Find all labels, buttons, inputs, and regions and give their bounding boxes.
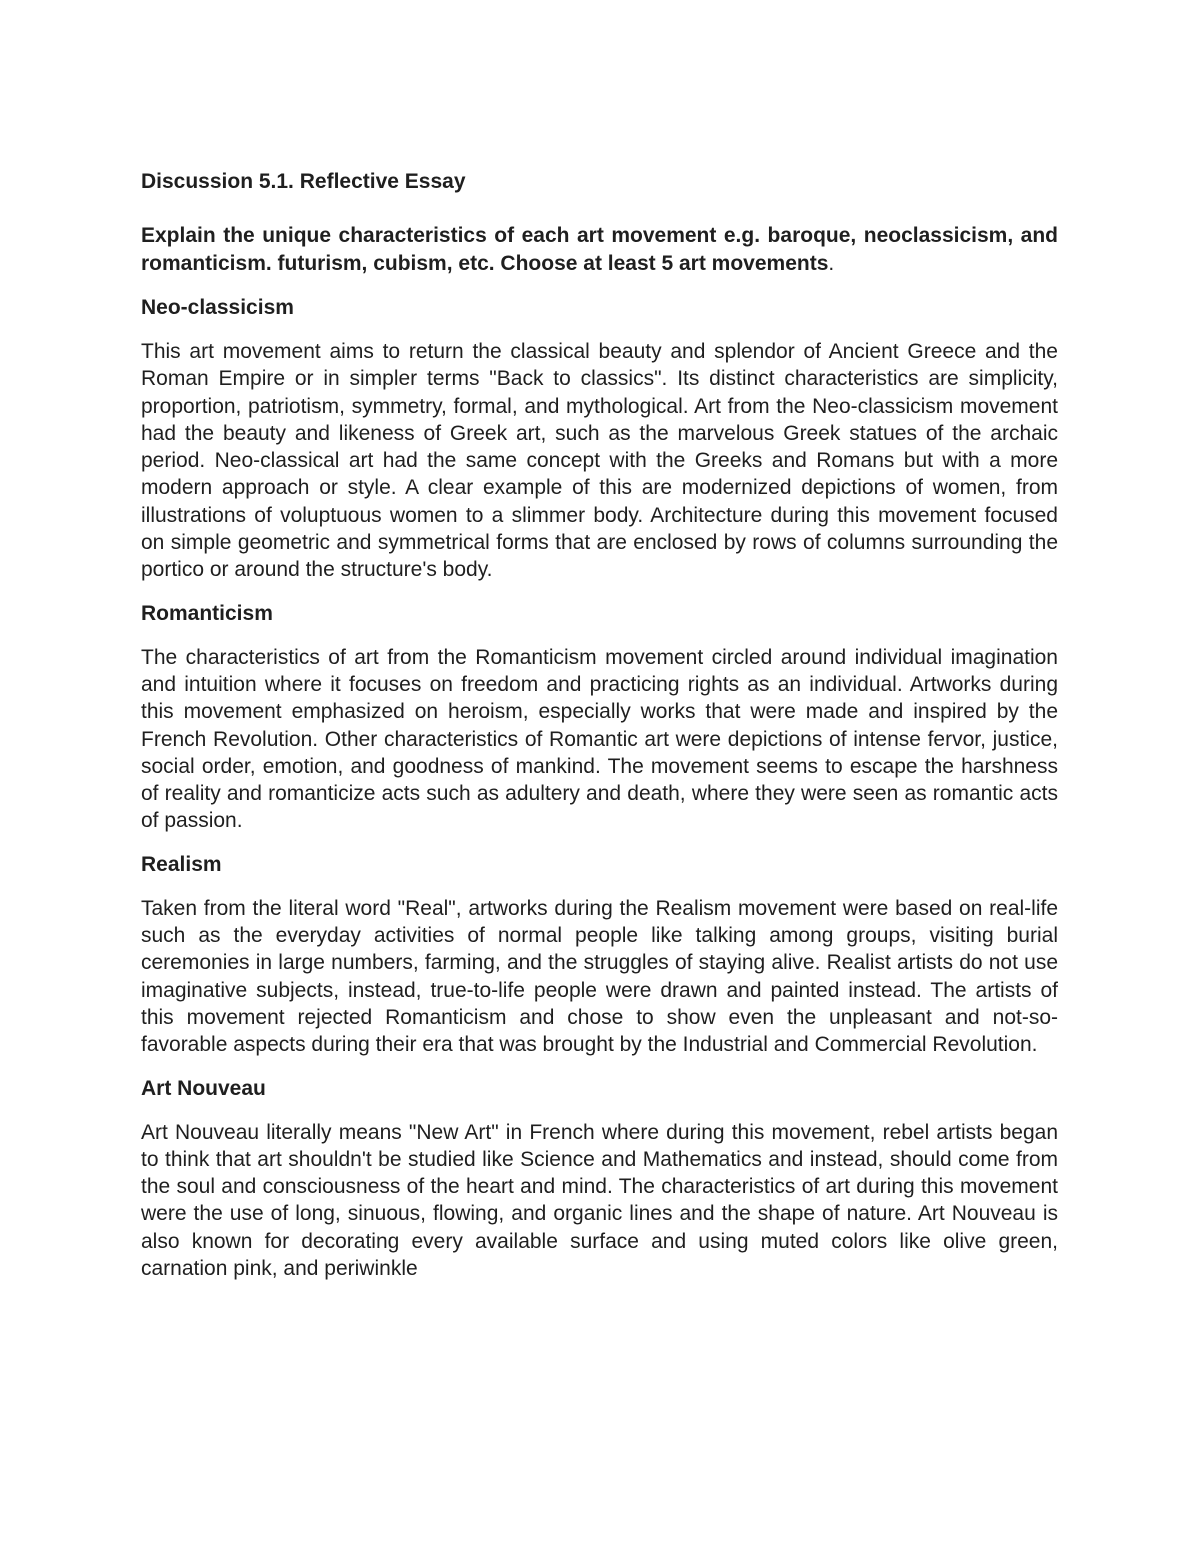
section-heading: Art Nouveau	[141, 1076, 266, 1100]
section-neo-classicism	[141, 294, 1058, 584]
document-page	[141, 168, 1058, 1298]
essay-prompt-text: Explain the unique characteristics of each art movement e.g. baroque, neoclassicism, and romanticism. futurism, cubism, etc. Choose at least 5 art movements	[141, 224, 1058, 275]
section-romanticism	[141, 600, 1058, 835]
section-body: Taken from the literal word "Real", artworks during the Realism movement were based on real-life such as the everyday activities of normal people like talking among groups, visiting burial ceremonies in large numbers, farming, and the struggles of staying alive. Realist artists do not use imaginative subjects, instead, true-to-life people were drawn and painted instead. The artists of this movement rejected Romanticism and chose to show even the unpleasant and not-so-favorable aspects during their era that was brought by the Industrial and Commercial Revolution.	[141, 896, 1058, 1057]
document-title: Discussion 5.1. Reflective Essay	[141, 170, 466, 193]
section-art-nouveau	[141, 1075, 1058, 1283]
section-heading: Romanticism	[141, 601, 273, 625]
essay-prompt-period: .	[828, 251, 835, 275]
section-heading: Realism	[141, 852, 222, 876]
section-body: Art Nouveau literally means "New Art" in French where during this movement, rebel artists began to think that art shouldn't be studied like Science and Mathematics and instead, should come from the soul and consciousness of the heart and mind. The characteristics of art during this movement were the use of long, sinuous, flowing, and organic lines and the shape of nature. Art Nouveau is also known for decorating every available surface and using muted colors like olive green, carnation pink, and periwinkle	[141, 1120, 1058, 1281]
essay-prompt	[141, 222, 1058, 277]
section-heading: Neo-classicism	[141, 296, 294, 319]
section-body: This art movement aims to return the classical beauty and splendor of Ancient Greece and the Roman Empire or in simpler terms "Back to classics". Its distinct characteristics are simplicity, proportion, patriotism, symmetry, formal, and mythological. Art from the Neo-classicism movement had the beauty and likeness of Greek art, such as the marvelous Greek statues of the archaic period. Neo-classical art had the same concept with the Greeks and Romans but with a more modern approach or style. A clear example of this are modernized depictions of women, from illustrations of voluptuous women to a slimmer body. Architecture during this movement focused on simple geometric and symmetrical forms that are enclosed by rows of columns surrounding the portico or around the structure's body.	[141, 340, 1058, 582]
section-realism	[141, 851, 1058, 1059]
section-body: The characteristics of art from the Romanticism movement circled around individual imagination and intuition where it focuses on freedom and practicing rights as an individual. Artworks during this movement emphasized on heroism, especially works that were made and inspired by the French Revolution. Other characteristics of Romantic art were depictions of intense fervor, justice, social order, emotion, and goodness of mankind. The movement seems to escape the harshness of reality and romanticize acts such as adultery and death, where they were seen as romantic acts of passion.	[141, 645, 1058, 833]
